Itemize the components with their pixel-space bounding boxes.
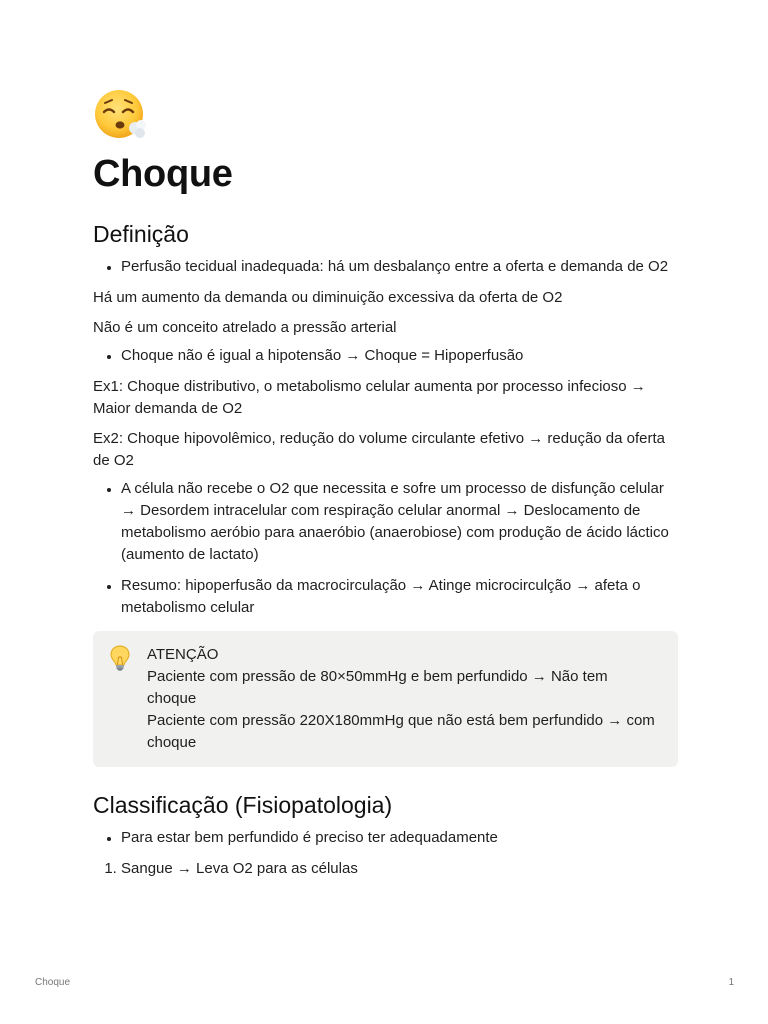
bullet-list [93, 256, 678, 278]
callout-content [147, 644, 660, 754]
callout-line: Paciente com pressão 220X180mmHg que não está bem perfundido → com choque [147, 711, 655, 751]
callout-line: Paciente com pressão de 80×50mmHg e bem perfundido → Não tem choque [147, 667, 608, 707]
footer-doc-name: Choque [35, 977, 71, 988]
bullet-list [93, 478, 678, 619]
paragraph: Ex1: Choque distributivo, o metabolismo celular aumenta por processo infecioso → Maior demanda de O2 [93, 377, 646, 417]
document-page [93, 88, 678, 889]
list-item: 1. Sangue → Leva O2 para as células [121, 858, 678, 880]
list-item: • Para estar bem perfundido é preciso ter adequadamente [121, 827, 678, 849]
section-heading-definicao: Definição [93, 220, 189, 247]
list-item: • Perfusão tecidual inadequada: há um desbalanço entre a oferta e demanda de O2 [121, 256, 678, 278]
paragraph: Há um aumento da demanda ou diminuição excessiva da oferta de O2 [93, 288, 563, 306]
footer-page-number: 1 [728, 977, 734, 988]
bullet-list [93, 345, 678, 367]
page-title: Choque [93, 153, 233, 195]
list-item: • Resumo: hipoperfusão da macrocirculação → Atinge microcirculção → afeta o metabolismo celular [121, 575, 678, 619]
exhaling-face-icon [93, 88, 149, 144]
numbered-list [93, 858, 678, 880]
paragraph: Ex2: Choque hipovolêmico, redução do volume circulante efetivo → redução da oferta de O2 [93, 429, 665, 469]
list-item: • A célula não recebe o O2 que necessita e sofre um processo de disfunção celular → Desordem intracelular com respiração celular anormal → Deslocamento de metabolismo aeróbio para anaeróbio (anaerobiose) com produção de ácido láctico (aumento de lactato) [121, 478, 678, 566]
section-heading-classificacao: Classificação (Fisiopatologia) [93, 791, 393, 818]
list-item: • Choque não é igual a hipotensão → Choque = Hipoperfusão [121, 345, 678, 367]
callout-heading: ATENÇÃO [147, 645, 219, 663]
paragraph: Não é um conceito atrelado a pressão arterial [93, 318, 397, 336]
attention-callout [93, 631, 678, 767]
lightbulb-icon [109, 644, 133, 754]
bullet-list [93, 827, 678, 849]
